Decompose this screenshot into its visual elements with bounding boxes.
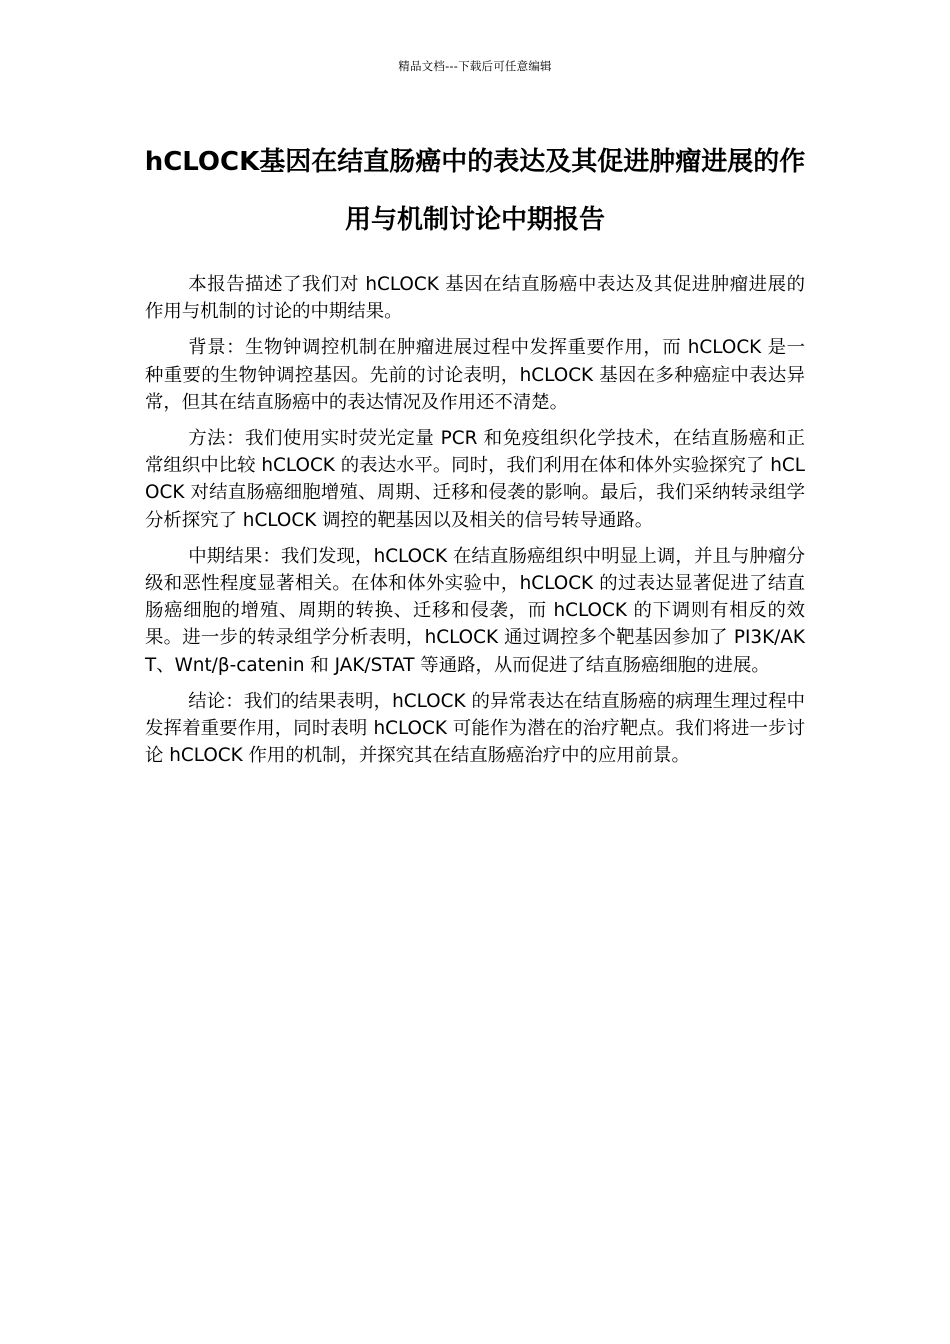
document-body <box>145 271 805 778</box>
paragraph-conclusion: 结论：我们的结果表明，hCLOCK 的异常表达在结直肠癌的病理生理过程中发挥着重要作用，同时表明 hCLOCK 可能作为潜在的治疗靶点。我们将进一步讨论 hCLOCK 作用的机制，并探究其在结直肠癌治疗中的应用前景。 <box>145 690 805 767</box>
paragraph-interim-results: 中期结果：我们发现，hCLOCK 在结直肠癌组织中明显上调，并且与肿瘤分级和恶性程度显著相关。在体和体外实验中，hCLOCK 的过表达显著促进了结直肠癌细胞的增殖、周期的转换、迁移和侵袭，而 hCLOCK 的下调则有相反的效果。进一步的转录组学分析表明，hCLOCK 通过调控多个靶基因参加了 PI3K/AKT、Wnt/β-catenin 和 JAK/STAT 等通路，从而促进了结直肠癌细胞的进展。 <box>145 545 805 676</box>
header-note: 精品文档---下载后可任意编辑 <box>398 59 552 73</box>
paragraph-methods: 方法：我们使用实时荧光定量 PCR 和免疫组织化学技术，在结直肠癌和正常组织中比较 hCLOCK 的表达水平。同时，我们利用在体和体外实验探究了 hCLOCK 对结直肠癌细胞增殖、周期、迁移和侵袭的影响。最后，我们采纳转录组学分析探究了 hCLOCK 调控的靶基因以及相关的信号转导通路。 <box>145 428 805 531</box>
document-title: hCLOCK基因在结直肠癌中的表达及其促进肿瘤进展的作用与机制讨论中期报告 <box>144 147 806 235</box>
paragraph-background: 背景：生物钟调控机制在肿瘤进展过程中发挥重要作用，而 hCLOCK 是一种重要的生物钟调控基因。先前的讨论表明，hCLOCK 基因在多种癌症中表达异常，但其在结直肠癌中的表达情况及作用还不清楚。 <box>145 337 805 413</box>
paragraph-intro: 本报告描述了我们对 hCLOCK 基因在结直肠癌中表达及其促进肿瘤进展的作用与机制的讨论的中期结果。 <box>145 274 805 323</box>
